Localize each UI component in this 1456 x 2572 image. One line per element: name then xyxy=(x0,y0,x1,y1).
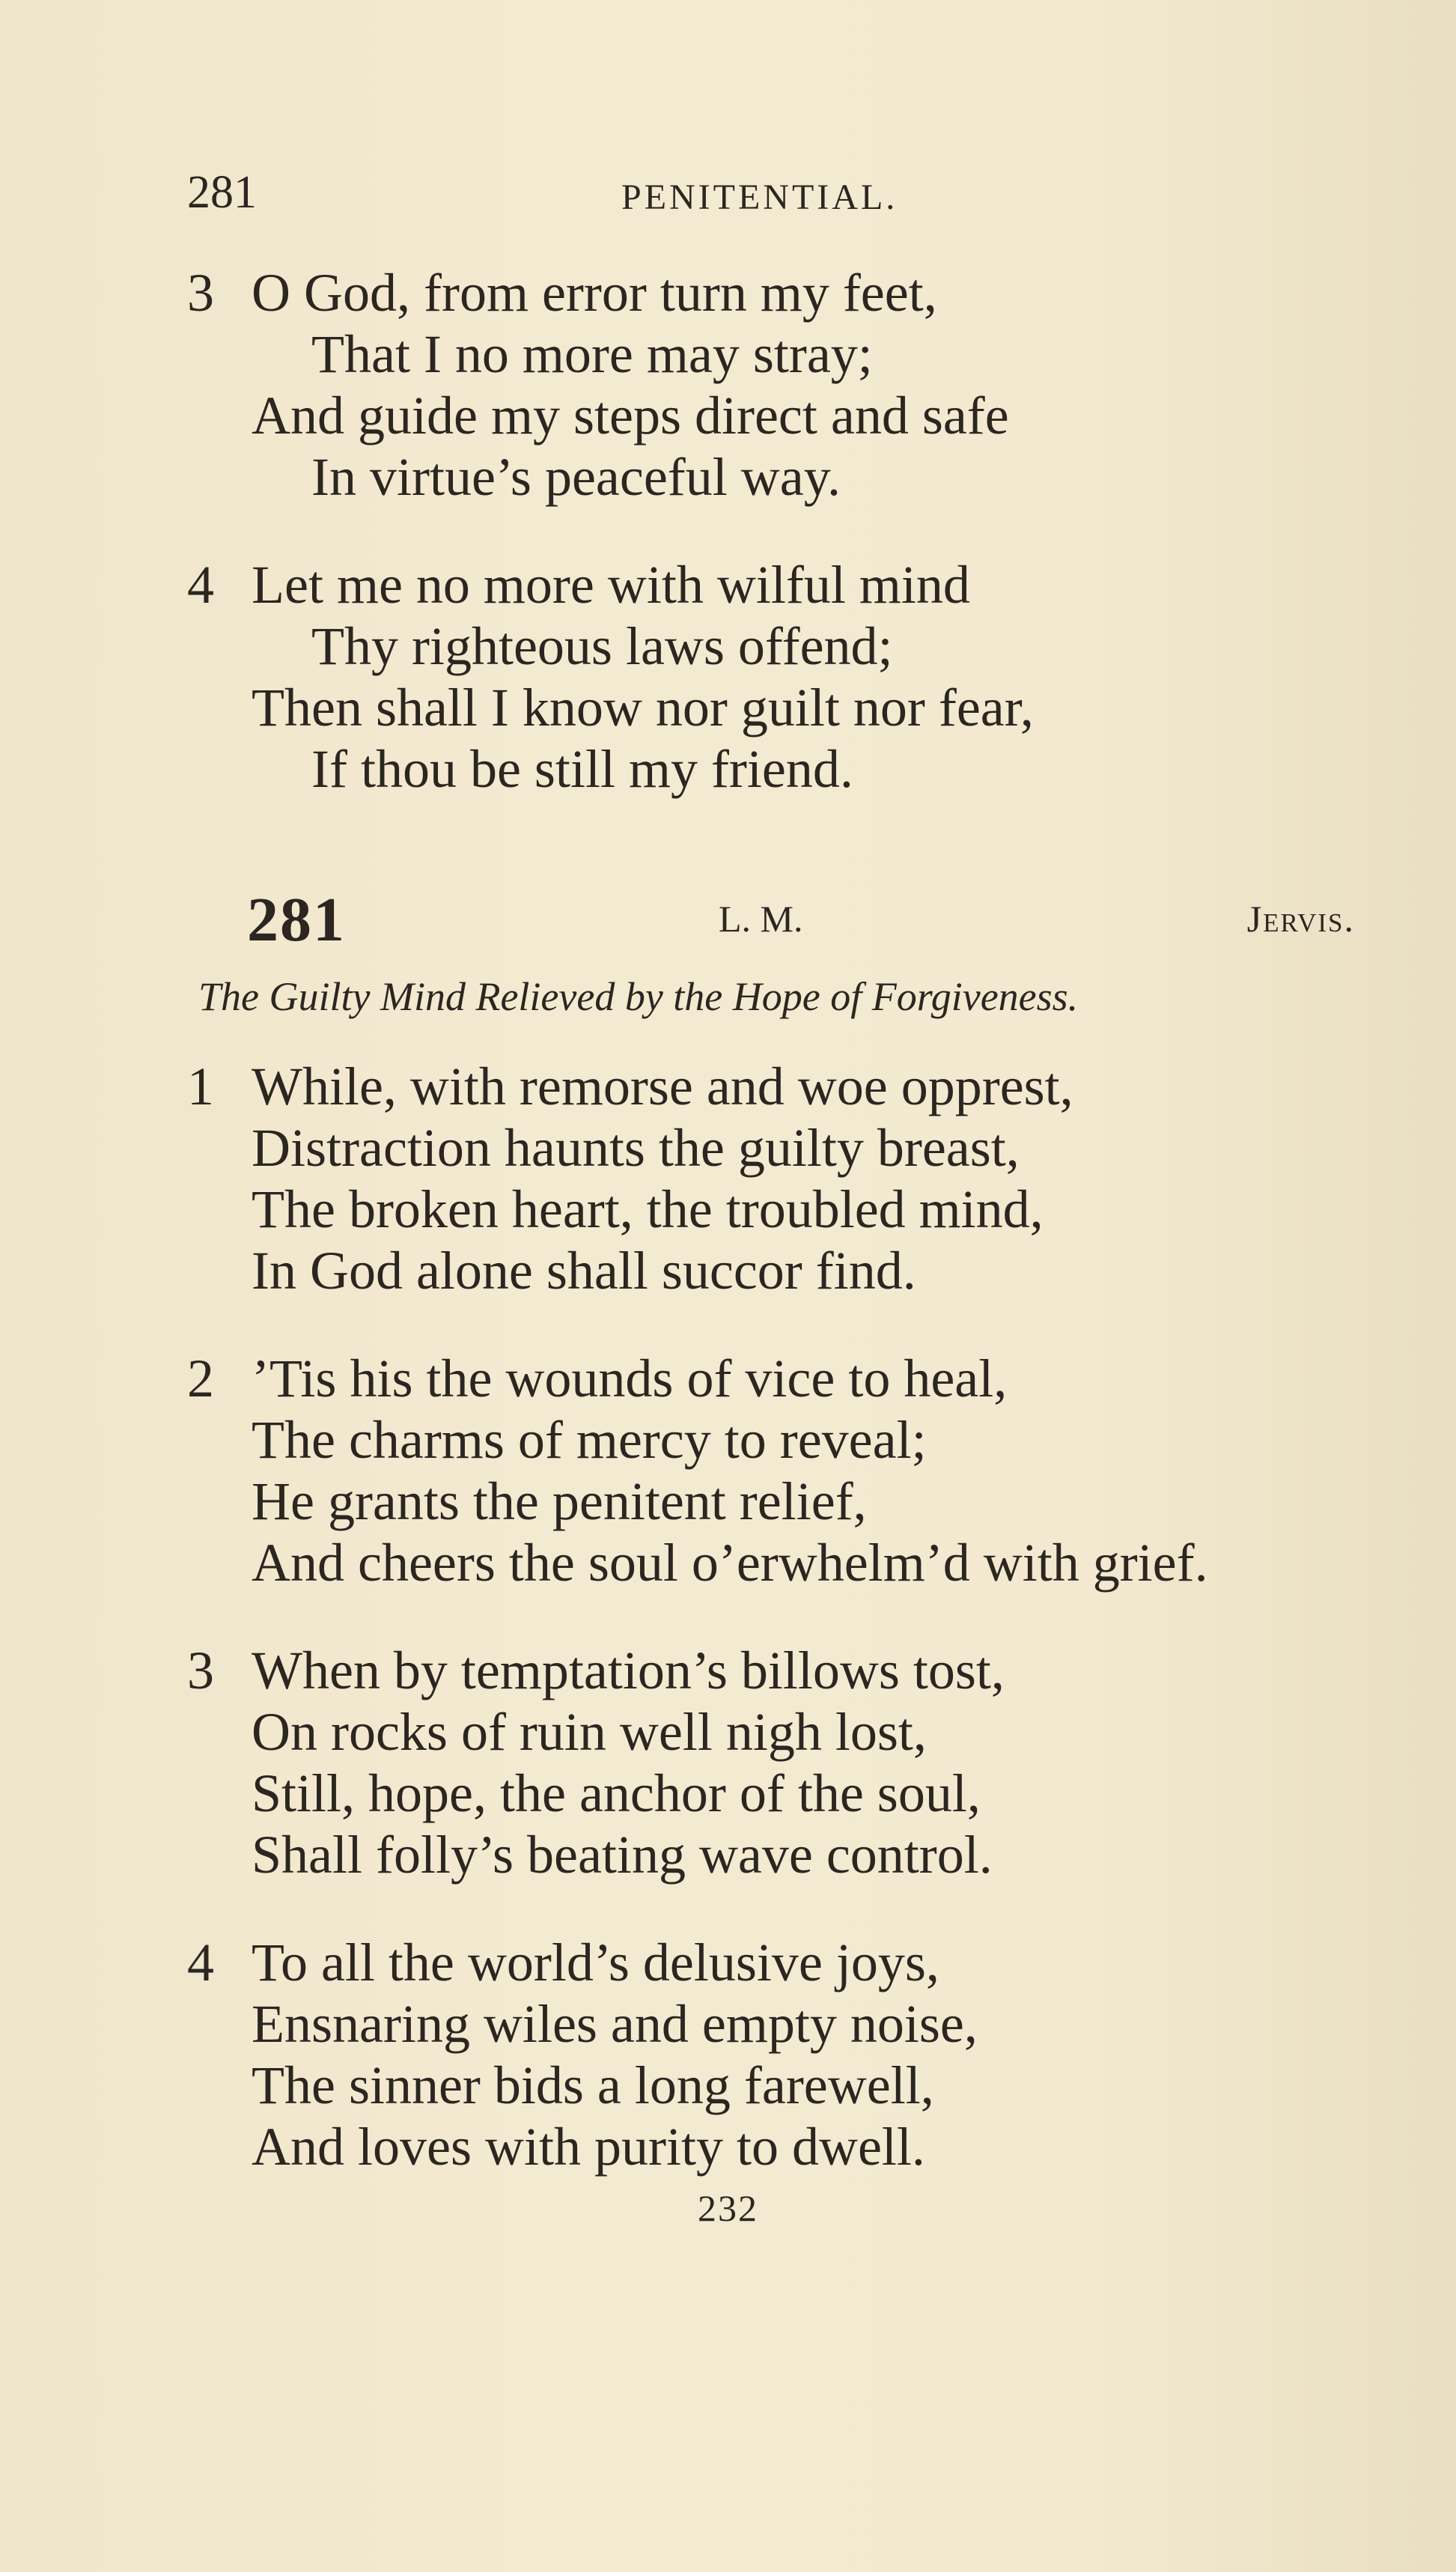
verse-number: 3 xyxy=(187,263,214,323)
verse-line: The sinner bids a long farewell, xyxy=(252,2055,934,2115)
verse-line: Distraction haunts the guilty breast, xyxy=(252,1118,1020,1178)
hymn-tune: Jervis. xyxy=(1246,898,1355,940)
hymn-heading xyxy=(247,884,1370,955)
verse-line: The broken heart, the troubled mind, xyxy=(252,1179,1044,1239)
verse-line: That I no more may stray; xyxy=(311,324,873,384)
stanza-2 xyxy=(187,1348,1385,1593)
hymn-subtitle: The Guilty Mind Relieved by the Hope of Forgiveness. xyxy=(198,974,1079,1019)
verse-line: On rocks of ruin well nigh lost, xyxy=(252,1702,927,1762)
hymn-meter: L. M. xyxy=(719,898,803,940)
footer-page-number: 232 xyxy=(698,2187,758,2229)
verse-number: 3 xyxy=(187,1641,214,1700)
verse-line: Ensnaring wiles and empty noise, xyxy=(252,1994,978,2054)
verse-line: O God, from error turn my feet, xyxy=(252,263,937,323)
verse-line: When by temptation’s billows tost, xyxy=(252,1641,1005,1700)
verse-line: Still, hope, the anchor of the soul, xyxy=(252,1763,981,1823)
verse-number: 4 xyxy=(187,1933,214,1992)
header-title: PENITENTIAL. xyxy=(621,177,898,217)
verse-line: And loves with purity to dwell. xyxy=(252,2117,925,2177)
verse-line: Thy righteous laws offend; xyxy=(311,616,893,676)
header-page-number: 281 xyxy=(187,167,257,218)
verse-line: And guide my steps direct and safe xyxy=(252,386,1009,446)
verse-line: Let me no more with wilful mind xyxy=(252,555,970,615)
hymn-number: 281 xyxy=(247,885,346,955)
stanza-1 xyxy=(187,1056,1385,1301)
verse-line: While, with remorse and woe opprest, xyxy=(252,1057,1073,1116)
stanza-4 xyxy=(187,1932,1385,2177)
stanza-3 xyxy=(187,1640,1385,1885)
verse-line: He grants the penitent relief, xyxy=(252,1471,867,1531)
verse-number: 1 xyxy=(187,1057,214,1116)
prev-stanza-3 xyxy=(187,262,1385,508)
verse-number: 2 xyxy=(187,1349,214,1408)
verse-line: If thou be still my friend. xyxy=(311,739,853,799)
verse-line: Shall folly’s beating wave control. xyxy=(252,1825,993,1885)
verse-line: Then shall I know nor guilt nor fear, xyxy=(252,678,1034,738)
verse-line: In God alone shall succor find. xyxy=(252,1241,916,1301)
verse-line: In virtue’s peaceful way. xyxy=(311,447,841,507)
verse-line: ’Tis his the wounds of vice to heal, xyxy=(252,1349,1008,1408)
verse-line: And cheers the soul o’erwhelm’d with grief. xyxy=(252,1533,1208,1593)
verse-line: To all the world’s delusive joys, xyxy=(252,1933,939,1992)
prev-stanza-4 xyxy=(187,554,1385,800)
running-header xyxy=(187,166,1273,219)
verse-number: 4 xyxy=(187,555,214,615)
verse-line: The charms of mercy to reveal; xyxy=(252,1410,927,1470)
